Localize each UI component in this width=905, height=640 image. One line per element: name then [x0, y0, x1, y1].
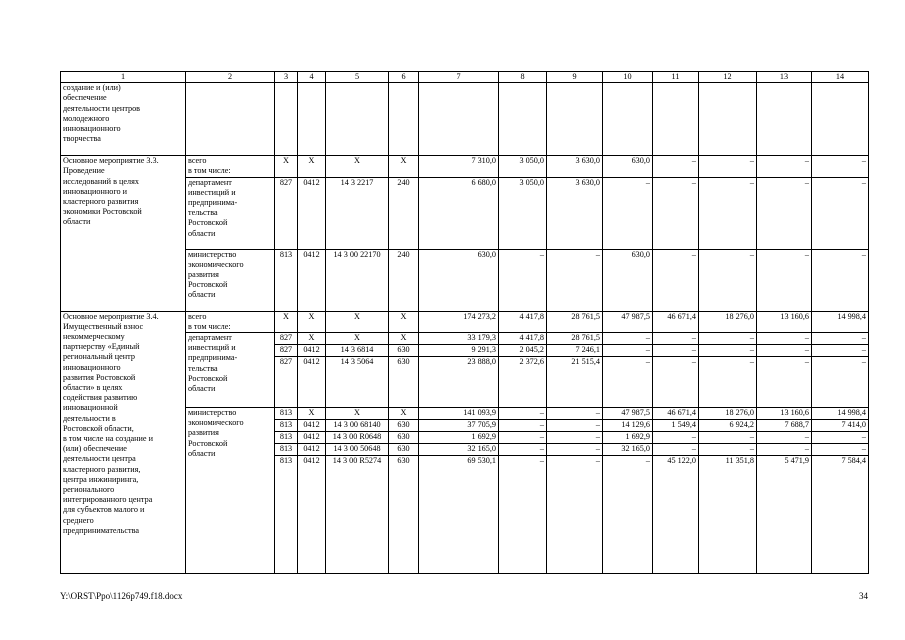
cell-col-10: – — [603, 345, 653, 357]
cell-col-10: – — [603, 456, 653, 574]
cell-col-10: 14 129,6 — [603, 420, 653, 432]
text-line: центра инжиниринга, — [63, 474, 139, 484]
cell-col-3: 813 — [275, 456, 298, 574]
empty-cell — [298, 83, 326, 156]
cell-col-14: – — [812, 333, 869, 345]
text-line: Основное мероприятие 3.3. — [63, 156, 159, 166]
cell-col-6: X — [389, 333, 419, 345]
cell-col-12: 11 351,8 — [699, 456, 757, 574]
cell-col-11: 45 122,0 — [653, 456, 699, 574]
cell-col-14: – — [812, 357, 869, 408]
cell-col-9: – — [547, 456, 603, 574]
cell-col-11: 46 671,4 — [653, 311, 699, 332]
text-line: инвестиций и — [188, 343, 236, 353]
cell-col-8: 2 045,2 — [499, 345, 547, 357]
header-row — [61, 72, 869, 83]
empty-cell — [653, 83, 699, 156]
cell-col-8: – — [499, 420, 547, 432]
cell-col-5: 14 3 00 22170 — [326, 249, 389, 311]
cell-col-5: 14 3 00 68140 — [326, 420, 389, 432]
cell-col-10: 32 165,0 — [603, 444, 653, 456]
cell-col-3: 813 — [275, 432, 298, 444]
column-header: 1 — [61, 72, 186, 83]
empty-cell — [186, 83, 275, 156]
cell-col-10: 47 987,5 — [603, 311, 653, 332]
text-line: предпринимательства — [63, 525, 139, 535]
cell-col-12: – — [699, 333, 757, 345]
cell-col-4: 0412 — [298, 249, 326, 311]
cell-col-8: 3 050,0 — [499, 156, 547, 177]
cell-col-7: 32 165,0 — [419, 444, 499, 456]
cell-col-5: 14 3 00 R0648 — [326, 432, 389, 444]
cell-col-14: 14 998,4 — [812, 311, 869, 332]
cell-col-4: 0412 — [298, 177, 326, 249]
cell-col-5: 14 3 2217 — [326, 177, 389, 249]
cell-col-14: – — [812, 444, 869, 456]
cell-col-11: – — [653, 249, 699, 311]
cell-col-13: 13 160,6 — [757, 311, 812, 332]
cell-col-14: – — [812, 432, 869, 444]
cell-col-7: 37 705,9 — [419, 420, 499, 432]
cell-col-12: 6 924,2 — [699, 420, 757, 432]
cell-col-12: – — [699, 156, 757, 177]
cell-col-14: 7 584,4 — [812, 456, 869, 574]
text-line: департамент — [188, 177, 232, 187]
cell-col-12: – — [699, 177, 757, 249]
table-row — [61, 83, 869, 156]
column-header: 12 — [699, 72, 757, 83]
cell-col-4: 0412 — [298, 456, 326, 574]
cell-col-5: X — [326, 156, 389, 177]
cell-col-3: 827 — [275, 177, 298, 249]
column-header: 4 — [298, 72, 326, 83]
cell-col-3: 813 — [275, 444, 298, 456]
text-line: развития — [188, 428, 219, 438]
text-line: региональный центр — [63, 352, 135, 362]
cell-col-10: – — [603, 357, 653, 408]
cell-col-8: – — [499, 408, 547, 420]
cell-col-11: – — [653, 357, 699, 408]
cell-col-13: – — [757, 156, 812, 177]
cell-col-7: 7 310,0 — [419, 156, 499, 177]
file-path: Y:\ORST\Ppo\1126p749.f18.docx — [60, 591, 183, 601]
cell-col-7: 69 530,1 — [419, 456, 499, 574]
text-line: инвестиций и — [188, 187, 236, 197]
text-line: всего — [188, 311, 207, 321]
cell-col-6: 630 — [389, 444, 419, 456]
cell-col-10: – — [603, 177, 653, 249]
cell-col-6: 240 — [389, 177, 419, 249]
cell-col-9: 3 630,0 — [547, 177, 603, 249]
cell-col-10: – — [603, 333, 653, 345]
cell-col-12: – — [699, 345, 757, 357]
text-line: кластерного развития — [63, 197, 139, 207]
cell-col-9: – — [547, 420, 603, 432]
text-line: деятельности центров — [63, 103, 141, 113]
text-line: Ростовской — [188, 438, 228, 448]
page-number: 34 — [859, 591, 868, 601]
text-line: (или) обеспечение — [63, 444, 127, 454]
table-row — [61, 156, 869, 177]
cell-col-10: 630,0 — [603, 249, 653, 311]
column-header: 9 — [547, 72, 603, 83]
text-line: области» в целях — [63, 383, 123, 393]
cell-col-11: – — [653, 177, 699, 249]
cell-col-8: 4 417,8 — [499, 311, 547, 332]
cell-col-9: 3 630,0 — [547, 156, 603, 177]
cell-col-4: 0412 — [298, 432, 326, 444]
cell-col-4: 0412 — [298, 444, 326, 456]
text-line: экономического — [188, 259, 244, 269]
text-line: области — [188, 290, 216, 300]
cell-col-10: 1 692,9 — [603, 432, 653, 444]
cell-col-10: 630,0 — [603, 156, 653, 177]
cell-col-6: 630 — [389, 420, 419, 432]
text-line: в том числе: — [188, 166, 231, 176]
cell-col-13: 13 160,6 — [757, 408, 812, 420]
executor-ministry — [186, 249, 275, 311]
cell-col-6: 630 — [389, 357, 419, 408]
text-line: Ростовской — [188, 373, 228, 383]
text-line: некоммерческому — [63, 332, 125, 342]
cell-col-3: 813 — [275, 249, 298, 311]
empty-cell — [812, 83, 869, 156]
cell-col-8: – — [499, 249, 547, 311]
empty-cell — [603, 83, 653, 156]
cell-col-4: 0412 — [298, 420, 326, 432]
cell-col-6: 240 — [389, 249, 419, 311]
column-header: 6 — [389, 72, 419, 83]
cell-col-5: 14 3 00 50648 — [326, 444, 389, 456]
cell-col-12: – — [699, 444, 757, 456]
cell-col-7: 33 179,3 — [419, 333, 499, 345]
cell-col-9: 28 761,5 — [547, 311, 603, 332]
empty-cell — [326, 83, 389, 156]
cell-col-12: – — [699, 249, 757, 311]
text-line: инновационного — [63, 124, 121, 134]
cell-col-11: – — [653, 156, 699, 177]
cell-col-3: 813 — [275, 408, 298, 420]
cell-col-8: 3 050,0 — [499, 177, 547, 249]
cell-col-6: X — [389, 311, 419, 332]
row-title — [61, 83, 186, 156]
text-line: области — [188, 384, 216, 394]
budget-table — [60, 71, 869, 574]
table-row — [61, 311, 869, 332]
text-line: Ростовской области, — [63, 423, 134, 433]
text-line: Имущественный взнос — [63, 321, 144, 331]
text-line: интегрированного центра — [63, 495, 153, 505]
cell-col-13: – — [757, 345, 812, 357]
text-line: деятельности в — [63, 413, 116, 423]
cell-col-12: 18 276,0 — [699, 311, 757, 332]
text-line: тельства — [188, 363, 218, 373]
executor-total — [186, 311, 275, 332]
cell-col-12: – — [699, 432, 757, 444]
text-line: обеспечение — [63, 93, 107, 103]
text-line: области — [63, 217, 91, 227]
text-line: области — [188, 228, 216, 238]
text-line: партнерству «Единый — [63, 342, 140, 352]
text-line: тельства — [188, 208, 218, 218]
text-line: Основное мероприятие 3.4. — [63, 311, 159, 321]
column-header: 2 — [186, 72, 275, 83]
cell-col-4: 0412 — [298, 357, 326, 408]
cell-col-9: 7 246,1 — [547, 345, 603, 357]
cell-col-6: X — [389, 408, 419, 420]
empty-cell — [499, 83, 547, 156]
column-header: 5 — [326, 72, 389, 83]
column-header: 8 — [499, 72, 547, 83]
empty-cell — [389, 83, 419, 156]
cell-col-11: 46 671,4 — [653, 408, 699, 420]
text-line: предпринима- — [188, 353, 238, 363]
empty-cell — [275, 83, 298, 156]
executor-department — [186, 177, 275, 249]
cell-col-7: 1 692,9 — [419, 432, 499, 444]
cell-col-4: X — [298, 408, 326, 420]
cell-col-8: 4 417,8 — [499, 333, 547, 345]
cell-col-5: 14 3 6814 — [326, 345, 389, 357]
text-line: в том числе: — [188, 321, 231, 331]
cell-col-13: 7 688,7 — [757, 420, 812, 432]
text-line: регионального — [63, 485, 115, 495]
text-line: экономического — [188, 418, 244, 428]
cell-col-3: X — [275, 311, 298, 332]
text-line: экономики Ростовской — [63, 207, 142, 217]
cell-col-7: 141 093,9 — [419, 408, 499, 420]
cell-col-7: 174 273,2 — [419, 311, 499, 332]
text-line: Ростовской — [188, 218, 228, 228]
cell-col-6: X — [389, 156, 419, 177]
cell-col-5: 14 3 00 R5274 — [326, 456, 389, 574]
cell-col-10: 47 987,5 — [603, 408, 653, 420]
cell-col-14: – — [812, 156, 869, 177]
cell-col-7: 630,0 — [419, 249, 499, 311]
cell-col-8: – — [499, 444, 547, 456]
text-line: министерство — [188, 249, 237, 259]
text-line: министерство — [188, 408, 237, 418]
text-line: творчества — [63, 134, 101, 144]
cell-col-5: X — [326, 408, 389, 420]
cell-col-8: – — [499, 432, 547, 444]
cell-col-8: 2 372,6 — [499, 357, 547, 408]
cell-col-4: 0412 — [298, 345, 326, 357]
cell-col-9: 28 761,5 — [547, 333, 603, 345]
cell-col-14: – — [812, 249, 869, 311]
text-line: исследований в целях — [63, 176, 139, 186]
cell-col-3: 827 — [275, 333, 298, 345]
measure-3-3-title — [61, 156, 186, 311]
cell-col-13: – — [757, 432, 812, 444]
cell-col-12: 18 276,0 — [699, 408, 757, 420]
cell-col-13: 5 471,9 — [757, 456, 812, 574]
cell-col-13: – — [757, 249, 812, 311]
cell-col-7: 23 888,0 — [419, 357, 499, 408]
text-line: области — [188, 448, 216, 458]
cell-col-6: 630 — [389, 432, 419, 444]
empty-cell — [699, 83, 757, 156]
cell-col-7: 6 680,0 — [419, 177, 499, 249]
text-line: Проведение — [63, 166, 105, 176]
text-line: инновационного — [63, 362, 121, 372]
cell-col-5: 14 3 5064 — [326, 357, 389, 408]
cell-col-3: 813 — [275, 420, 298, 432]
cell-col-4: X — [298, 156, 326, 177]
cell-col-8: – — [499, 456, 547, 574]
cell-col-14: – — [812, 345, 869, 357]
executor-ministry — [186, 408, 275, 574]
text-line: Ростовской — [188, 280, 228, 290]
cell-col-6: 630 — [389, 345, 419, 357]
text-line: инновационной — [63, 403, 118, 413]
cell-col-11: 1 549,4 — [653, 420, 699, 432]
text-line: среднего — [63, 515, 94, 525]
cell-col-13: – — [757, 333, 812, 345]
cell-col-11: – — [653, 345, 699, 357]
column-header: 3 — [275, 72, 298, 83]
column-header: 14 — [812, 72, 869, 83]
text-line: молодежного — [63, 113, 110, 123]
text-line: инновационного и — [63, 186, 128, 196]
text-line: в том числе на создание и — [63, 434, 153, 444]
cell-col-14: – — [812, 177, 869, 249]
cell-col-14: 7 414,0 — [812, 420, 869, 432]
cell-col-12: – — [699, 357, 757, 408]
cell-col-4: X — [298, 311, 326, 332]
cell-col-7: 9 291,3 — [419, 345, 499, 357]
text-line: развития Ростовской — [63, 372, 136, 382]
cell-col-13: – — [757, 177, 812, 249]
column-header: 11 — [653, 72, 699, 83]
cell-col-11: – — [653, 444, 699, 456]
empty-cell — [419, 83, 499, 156]
empty-cell — [547, 83, 603, 156]
cell-col-4: X — [298, 333, 326, 345]
measure-3-4-title — [61, 311, 186, 573]
text-line: предпринима- — [188, 198, 238, 208]
cell-col-9: – — [547, 444, 603, 456]
cell-col-14: 14 998,4 — [812, 408, 869, 420]
empty-cell — [757, 83, 812, 156]
cell-col-5: X — [326, 333, 389, 345]
text-line: для субъектов малого и — [63, 505, 145, 515]
cell-col-11: – — [653, 333, 699, 345]
cell-col-3: X — [275, 156, 298, 177]
column-header: 13 — [757, 72, 812, 83]
cell-col-3: 827 — [275, 357, 298, 408]
cell-col-5: X — [326, 311, 389, 332]
text-line: департамент — [188, 333, 232, 343]
cell-col-6: 630 — [389, 456, 419, 574]
text-line: развития — [188, 270, 219, 280]
text-line: кластерного развития, — [63, 464, 141, 474]
cell-col-9: – — [547, 408, 603, 420]
cell-col-13: – — [757, 357, 812, 408]
text-line: создание и (или) — [63, 83, 121, 93]
text-line: всего — [188, 156, 207, 166]
cell-col-9: – — [547, 432, 603, 444]
text-line: деятельности центра — [63, 454, 136, 464]
text-line: содействия развитию — [63, 393, 138, 403]
executor-department — [186, 333, 275, 408]
cell-col-11: – — [653, 432, 699, 444]
cell-col-13: – — [757, 444, 812, 456]
cell-col-9: – — [547, 249, 603, 311]
executor-total — [186, 156, 275, 177]
cell-col-9: 21 515,4 — [547, 357, 603, 408]
column-header: 10 — [603, 72, 653, 83]
column-header: 7 — [419, 72, 499, 83]
cell-col-3: 827 — [275, 345, 298, 357]
